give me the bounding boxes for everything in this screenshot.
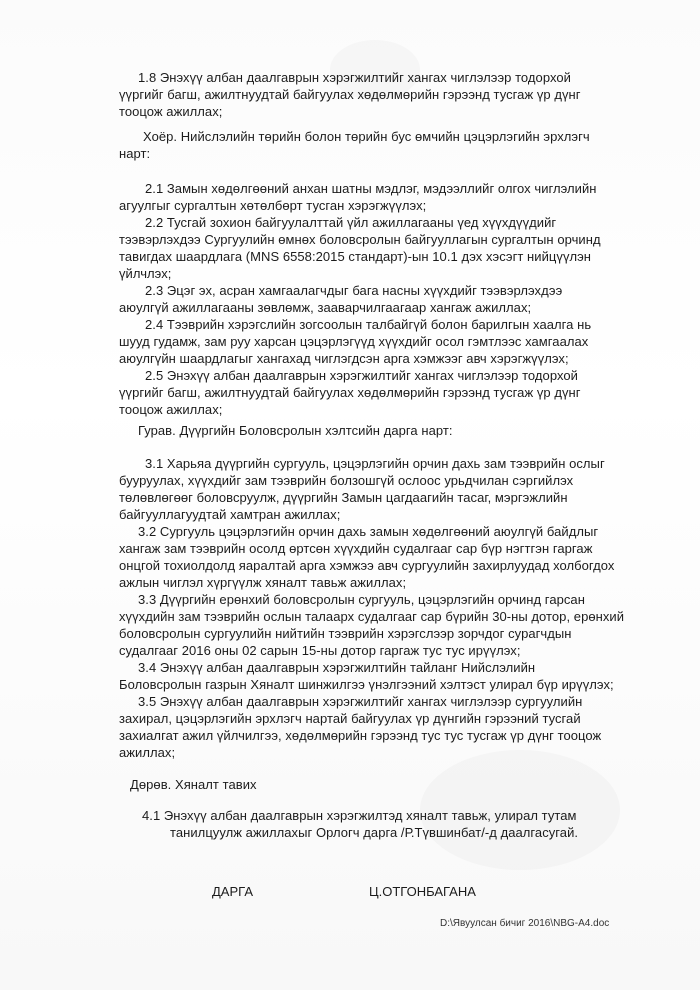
item-2-2-line: 2.2 Тусгай зохион байгуулалттай үйл ажиллагааны үед хүүхдүүдийг xyxy=(145,215,557,230)
item-3-1-line: 3.1 Харьяа дүүргийн сургууль, цэцэрлэгийн орчин дахь зам тээврийн ослыг xyxy=(145,456,605,471)
item-3-4-line: 3.4 Энэхүү албан даалгаврын хэрэгжилтийн тайланг Нийслэлийн xyxy=(138,660,536,675)
item-2-2-line: тээвэрлэхдээ Сургуулийн өмнөх боловсролын байгууллагын сургалтын орчинд xyxy=(119,232,601,247)
item-3-3-line: боловсролын сургуулийн нийтийн тээврийн хэрэгслээр зорчдог сурагчдын xyxy=(119,626,572,641)
item-3-3-line: судалгааг 2016 оны 02 сарын 15-ны дотор гаргаж тус тус ирүүлэх; xyxy=(119,643,521,658)
section-4-heading: Дөрөв. Хяналт тавих xyxy=(130,777,257,792)
item-3-2-line: 3.2 Сургууль цэцэрлэгийн орчин дахь замын хөдөлгөөний аюулгүй байдлыг xyxy=(138,524,599,539)
item-2-2-line: үйлчлэх; xyxy=(119,266,172,281)
item-3-5-line: ажиллах; xyxy=(119,745,176,760)
item-2-4-line: аюулгүйн шаардлагыг хангахад чиглэгдсэн арга хэмжээг авч хэрэгжүүлэх; xyxy=(119,351,569,366)
item-2-2-line: тавигдах шаардлага (MNS 6558:2015 стандарт)-ын 10.1 дэх хэсэгт нийцүүлэн xyxy=(119,249,592,264)
item-1-8-line: 1.8 Энэхүү албан даалгаврын хэрэгжилтийг хангах чиглэлээр тодорхой xyxy=(138,70,571,85)
item-2-3-line: аюулгүй ажиллагааны зөвлөмж, зааварчилгаагаар хангаж ажиллах; xyxy=(119,300,532,315)
item-3-1-line: төлөвлөгөөг боловсруулж, дүүргийн Замын цагдаагийн тасаг, мэргэжлийн xyxy=(119,490,568,505)
item-3-2-line: ажлын чиглэл хүргүүлж хяналт тавьж ажиллах; xyxy=(119,575,407,590)
item-2-5-line: 2.5 Энэхүү албан даалгаврын хэрэгжилтийг хангах чиглэлээр тодорхой xyxy=(145,368,578,383)
item-2-1-line: 2.1 Замын хөдөлгөөний анхан шатны мэдлэг, мэдээллийг олгох чиглэлийн xyxy=(145,181,597,196)
signatory-title: ДАРГА xyxy=(212,884,253,899)
item-1-8-line: үүргийг багш, ажилтнуудтай байгуулах хөдөлмөрийн гэрээнд тусгаж үр дүнг xyxy=(119,87,581,102)
item-3-2-line: онцгой тохиолдолд яаралтай арга хэмжээ авч сургуулийн захирлуудад холбогдох xyxy=(119,558,615,573)
item-3-5-line: захиалгат ажил үйлчилгээ, хөдөлмөрийн гэрээнд тус тус тусгаж үр дүнг тооцож xyxy=(119,728,602,743)
signatory-name: Ц.ОТГОНБАГАНА xyxy=(369,884,476,899)
item-2-5-line: тооцож ажиллах; xyxy=(119,402,223,417)
item-3-2-line: хангаж зам тээврийн осолд өртсөн хүүхдийн судалгааг сар бүр нэгтгэн гаргаж xyxy=(119,541,593,556)
item-2-4-line: шууд гудамж, зам руу харсан цэцэрлэгүүд хүүхдийг осол гэмтлээс хамгаалах xyxy=(119,334,589,349)
file-path-footer: D:\Явуулсан бичиг 2016\NBG-A4.doc xyxy=(440,918,610,929)
item-4-1-line: 4.1 Энэхүү албан даалгаврын хэрэгжилтэд хяналт тавьж, улирал тутам xyxy=(142,808,577,823)
section-2-heading: нарт: xyxy=(119,146,151,161)
item-2-3-line: 2.3 Эцэг эх, асран хамгаалагчдыг бага насны хүүхдийг тээвэрлэхдээ xyxy=(145,283,563,298)
section-3-heading: Гурав. Дүүргийн Боловсролын хэлтсийн дарга нарт: xyxy=(138,423,453,438)
item-3-5-line: 3.5 Энэхүү албан даалгаврын хэрэгжилтийг хангах чиглэлээр сургуулийн xyxy=(138,694,583,709)
item-4-1-line: танилцуулж ажиллахыг Орлогч дарга /Р.Түвшинбат/-д даалгасугай. xyxy=(170,825,579,840)
section-2-heading: Хоёр. Нийслэлийн төрийн болон төрийн бус өмчийн цэцэрлэгийн эрхлэгч xyxy=(143,129,590,144)
item-3-3-line: хүүхдийн зам тээврийн ослын талаарх судалгааг сар бүрийн 30-ны дотор, ерөнхий xyxy=(119,609,625,624)
item-3-3-line: 3.3 Дүүргийн ерөнхий боловсролын сургууль, цэцэрлэгийн орчинд гарсан xyxy=(138,592,585,607)
item-3-5-line: захирал, цэцэрлэгийн эрхлэгч нартай байгуулах үр дүнгийн гэрээний тусгай xyxy=(119,711,581,726)
item-2-4-line: 2.4 Тээврийн хэрэгслийн зогсоолын талбайгүй болон барилгын хаалга нь xyxy=(145,317,592,332)
item-1-8-line: тооцож ажиллах; xyxy=(119,104,223,119)
item-3-4-line: Боловсролын газрын Хяналт шинжилгээ үнэлгээний хэлтэст улирал бүр ирүүлэх; xyxy=(119,677,614,692)
item-3-1-line: бууруулах, хүүхдийг зам тээврийн болзошгүй ослоос урьдчилан сэргийлэх xyxy=(119,473,574,488)
item-2-5-line: үүргийг багш, ажилтнуудтай байгуулах хөдөлмөрийн гэрээнд тусгаж үр дүнг xyxy=(119,385,581,400)
item-2-1-line: агуулгыг сургалтын хөтөлбөрт тусган хэрэгжүүлэх; xyxy=(119,198,427,213)
item-3-1-line: байгууллагуудтай хамтран ажиллах; xyxy=(119,507,341,522)
